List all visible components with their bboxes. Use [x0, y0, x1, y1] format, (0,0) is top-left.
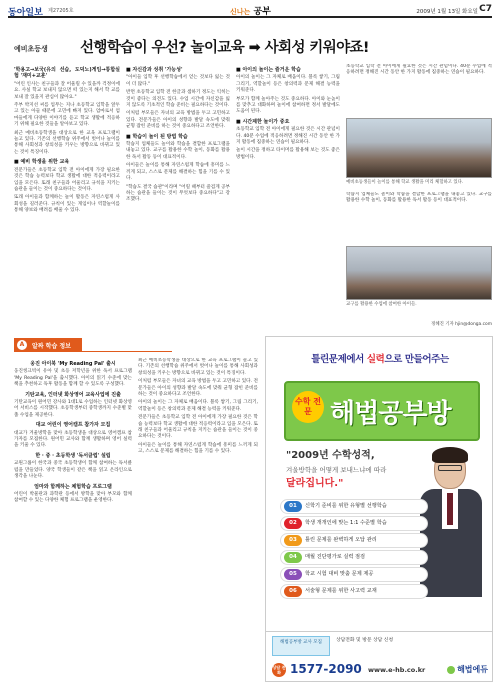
ad-promo-text	[286, 449, 406, 491]
info-badge-icon: A	[17, 340, 27, 350]
article-column-4	[346, 64, 492, 116]
article-headline: 선행학습이 우선? 놀이교육 ➡ 사회성 키워야죠!	[80, 40, 369, 56]
paragraph: 학습지 업체들도 놀이와 학습을 결합한 프로그램을 내놓고 있다. 교구를 활용한 수학 놀이, 동화를 활용한 독서 활동 등이 대표적이다.	[346, 192, 492, 204]
advertisement-math-tutoring[interactable]	[265, 336, 493, 682]
ad-benefit-list	[280, 499, 428, 601]
paragraph: 또래 아이들과 함께하는 놀이 활동은 자연스럽게 사회성을 길러준다. 규칙이 있는 게임이나 역할놀이를 통해 양보와 배려를 배울 수 있다.	[14, 195, 120, 214]
logo-dot-icon	[447, 666, 455, 674]
info-item-body: 기탄교육이 원어민 강사와 1대1로 수업하는 인터넷 화상영어 서비스를 시작했다. 초등학생부터 중학생까지 수준별 맞춤 수업을 제공한다.	[14, 400, 132, 418]
paragraph: "아이들 입학 후 선행학습에서 얻는 것보다 잃는 것이 더 많다."	[126, 75, 230, 87]
paragraph: 아이들은 놀이를 통해 자연스럽게 학습에 흥미를 느끼게 되고, 스스로 문제를 해결하는 힘을 기를 수 있다.	[126, 163, 230, 182]
article-subhead: ■ 예비 학생을 위한 교육	[14, 159, 70, 166]
benefit-number: 04	[284, 552, 302, 563]
ad-promo-line: "2009년 수학성적,	[286, 450, 375, 461]
benefit-number: 05	[284, 569, 302, 580]
info-item-title: 기탄교육, 인터넷 화상영어 교육사업에 진출	[25, 391, 121, 398]
ad-company-name: 해법에듀	[457, 665, 488, 674]
ad-slogan-part: 틀린문제	[311, 354, 347, 365]
benefit-text: 학생 개개인에 맞는 1:1 수준별 학습	[305, 520, 387, 526]
person-tie	[447, 493, 453, 525]
paragraph: 최근 예비초등학생을 대상으로 한 교육 프로그램이 늘고 있다. 기존의 선행학습 위주에서 벗어나 놀이를 통해 사회성과 창의성을 키우는 방향으로 바뀌고 있는 것이 특징이다.	[138, 358, 258, 376]
paragraph: 초등학교 입학 전 아이에게 필요한 것은 시간 관념이다. 40분 수업에 적응하려면 정해진 시간 동안 한 가지 활동에 집중하는 연습이 필요하다.	[346, 64, 492, 76]
benefit-number: 03	[284, 535, 302, 546]
section-prefix: 신나는	[230, 8, 251, 16]
paragraph: 학습지 업체들도 놀이와 학습을 결합한 프로그램을 내놓고 있다. 교구를 활용한 수학 놀이, 동화를 활용한 독서 활동 등이 대표적이다.	[126, 142, 230, 160]
article-column-4-cont	[346, 192, 492, 244]
divider	[82, 351, 172, 352]
ad-brand-prefix-badge: 수학 전문	[292, 391, 324, 423]
ad-benefit-item	[280, 516, 428, 531]
newspaper-logo: 동아일보	[8, 8, 43, 18]
article-subhead: ■ 시간제한 놀이가 중요	[236, 118, 290, 125]
ad-promo-line: 달라집니다."	[286, 478, 344, 489]
ad-website-link[interactable]: www.e-hb.co.kr	[368, 666, 426, 674]
learning-info-header	[14, 338, 82, 352]
info-item-title: 웅진 아이북 'My Reading Pal' 출시	[30, 361, 116, 367]
learning-info-title: 알짜 학습 정보	[32, 343, 71, 350]
paragraph: 초등학교 입학 전 아이에게 필요한 것은 시간 관념이다. 40분 수업에 적응하려면 정해진 시간 동안 한 가지 활동에 집중하는 연습이 필요하다.	[236, 127, 340, 146]
info-item-title: 대교 어린이 영어캠프 참가자 모집	[35, 422, 111, 429]
ad-benefit-item	[280, 499, 428, 514]
article-kicker: 예비초등생	[14, 45, 48, 53]
section-title	[230, 4, 271, 17]
paragraph: 아이들은 놀이를 통해 자연스럽게 학습에 흥미를 느끼게 되고, 스스로 문제를 해결하는 힘을 기를 수 있다.	[138, 442, 258, 455]
article-column-2	[126, 64, 230, 332]
ad-phone-number[interactable]: 1577-2090	[290, 662, 362, 676]
info-item-body: 어린이 박물관과 과학관 등에서 방학을 맞아 부모와 함께 참여할 수 있는 다양한 체험 프로그램을 운영한다.	[14, 491, 132, 504]
photo-caption: 교구를 활용한 수업에 참여한 아이들.	[346, 302, 417, 307]
benefit-number: 06	[284, 586, 302, 597]
ad-slogan-part: 에서	[346, 354, 364, 365]
paragraph: "학습도 결국 습관"이라며 "어릴 때부터 즐겁게 공부하는 습관을 들이는 것이 무엇보다 중요하다"고 강조했다.	[126, 184, 230, 203]
paragraph: 이처럼 부모들은 자녀의 교육 방법을 두고 고민하고 있다. 전문가들은 아이의 성향과 발달 속도에 맞춰 균형 잡힌 준비를 하는 것이 중요하다고 조언한다.	[126, 111, 230, 130]
info-item-body: 웅진씽크빅이 유아 및 초등 저학년을 위한 독서 프로그램 'My Reading Pal'을 출시했다. 아이의 읽기 수준에 맞는 책을 추천하고 독후 활동을 함께 할 수 있도록 구성했다.	[14, 369, 132, 388]
article-byline: 정혜진 기자 hjin@donga.com	[431, 322, 492, 327]
paragraph: 전문가들은 초등학교 입학 전 아이에게 가장 필요한 것은 학습 능력보다 학교 생활에 대한 적응력이라고 입을 모은다. 또래 친구들과 어울리고 규칙을 지키는 습관을 들이는 것이 중요하다는 것이다.	[14, 167, 120, 192]
ad-company-logo	[447, 664, 488, 675]
ad-recruit-box[interactable]: 해법공부방 교사 모집	[272, 636, 330, 656]
info-item-body: 교원그룹이 한국과 중국 초등학생이 함께 참여하는 독서클럽을 만들었다. 양국 학생들이 같은 책을 읽고 온라인으로 생각을 나눈다.	[14, 461, 132, 480]
ad-benefit-item	[280, 533, 428, 548]
benefit-text: 신학기 준비를 위한 유형별 선행학습	[305, 503, 387, 509]
ad-header	[266, 337, 493, 367]
benefit-text: 학교 시험 대비 맞춤 문제 제공	[305, 571, 374, 577]
info-column-1	[14, 358, 132, 682]
paragraph: 반면 초등학교 입학 전 한글과 셈하기 정도는 익히는 것이 좋다는 의견도 있다. 수업 시간에 자신감을 잃지 않도록 기초적인 학습 준비는 필요하다는 것이다.	[126, 90, 230, 109]
benefit-number: 02	[284, 518, 302, 529]
ad-contact-footer	[266, 631, 493, 681]
article-photo-children-activity	[346, 246, 492, 300]
info-item-body: 대교가 겨울방학을 맞아 초등학생을 대상으로 영어캠프 참가자를 모집한다. 원어민 교사와 함께 생활하며 영어 실력을 키울 수 있다.	[14, 430, 132, 449]
person-hair	[432, 447, 468, 463]
page-number: C7	[479, 4, 492, 14]
benefit-number: 01	[284, 501, 302, 512]
paragraph: 이처럼 부모들은 자녀의 교육 방법을 두고 고민하고 있다. 전문가들은 아이의 성향과 발달 속도에 맞춰 균형 잡힌 준비를 하는 것이 중요하다고 조언한다.	[138, 379, 258, 398]
glasses-icon	[438, 465, 462, 471]
ad-brand-banner	[284, 381, 480, 441]
article-photo-children-classroom	[346, 118, 492, 178]
ad-slogan-highlight: 실력	[363, 354, 385, 365]
paragraph: 아이의 놀이는 그 자체로 배움이다. 블록 쌓기, 그림 그리기, 역할놀이 등은 창의력과 문제 해결 능력을 키워준다.	[236, 75, 340, 94]
benefit-text: 서술형 문제를 위한 사고력 교재	[305, 588, 377, 594]
ad-slogan-part: 으로 만들어주는	[384, 354, 449, 365]
ad-contact-text: 상담전화 및 방문 상담 신청	[336, 638, 394, 643]
section-name: 공부	[253, 7, 271, 17]
article-column-3	[236, 64, 340, 332]
ad-promo-line: 겨울방학을 어떻게 보내느냐에 따라	[286, 466, 387, 474]
ad-brand-name: 해법공부방	[330, 399, 451, 429]
ad-benefit-item	[280, 550, 428, 565]
article-subhead: ■ 아이의 놀이는 즐거운 학습	[236, 67, 301, 73]
photo-caption: 예비초등생들이 놀이를 통해 학교 생활을 미리 체험하고 있다.	[346, 180, 464, 185]
article-subhead: ■ 자신감과 성취 '가능성'	[126, 67, 183, 73]
benefit-text: 틀린 문제를 완벽하게 오답 관리	[305, 537, 377, 543]
paragraph: 부모가 함께 놀아주는 것도 중요하다. 아이와 눈높이를 맞추고 대화하며 놀이에 참여하면 정서 발달에도 도움이 된다.	[236, 96, 340, 115]
paragraph: 최근 예비초등학생을 대상으로 한 교육 프로그램이 늘고 있다. 기존의 선행학습 위주에서 벗어나 놀이를 통해 사회성과 창의성을 키우는 방향으로 바뀌고 있는 것이 특징이다.	[14, 130, 120, 155]
info-column-2	[138, 358, 258, 682]
paragraph: 놀이 시간을 정하고 타이머를 활용해 보는 것도 좋은 방법이다.	[236, 148, 340, 160]
paragraph: 전문가들은 초등학교 입학 전 아이에게 가장 필요한 것은 학습 능력보다 학교 생활에 대한 적응력이라고 입을 모은다. 또래 친구들과 어울리고 규칙을 지키는 습관을 들이는 것이 중요하다는 것이다.	[138, 415, 258, 440]
paragraph: "어린 인사는 친구들과 잘 어울릴 수 있을까 걱정이에요. 사실 학교 보내지 않으면 떠 있는지 해서 학 교를 보내 잘 있을지 관심이 많아요."	[14, 81, 120, 100]
masthead	[8, 4, 492, 18]
issue-date: 2009년 1월 13일 화요일	[416, 9, 478, 15]
article-subhead: ■ 학습이 놀이 된 방법 학습	[126, 133, 188, 140]
ad-benefit-item	[280, 584, 428, 599]
ad-phone[interactable]	[272, 662, 426, 678]
benefit-text: 매월 진단평가로 실력 점검	[305, 554, 366, 560]
article-intro: '학용고→보국(유의 선습, 도덕노)게임→통합실험 '재미+교훈'	[14, 67, 120, 80]
phone-icon: 상담 전화	[272, 665, 286, 675]
info-item-title: 엄마와 함께하는 체험학습 프로그램	[34, 483, 112, 490]
issue-number: 제27205호	[48, 8, 74, 14]
article-column-1	[14, 64, 120, 332]
paragraph: 아이의 놀이는 그 자체로 배움이다. 블록 쌓기, 그림 그리기, 역할놀이 등은 창의력과 문제 해결 능력을 키워준다.	[138, 400, 258, 412]
ad-benefit-item	[280, 567, 428, 582]
paragraph: 주부 박지선 씨를 업무는 지나 초등학교 입학을 앞두고 있는 아들 때문에 고민에 빠져 있다. 엄마로서 엄마들에게 다양한 이야기를 듣고 학교 생활에 적응하기 위해 필요한 것들을 알아보고 있다.	[14, 103, 120, 128]
ad-slogan	[266, 351, 493, 365]
info-item-title: 한 · 중 · 초등학생 '독서클럽' 설립	[35, 452, 111, 459]
